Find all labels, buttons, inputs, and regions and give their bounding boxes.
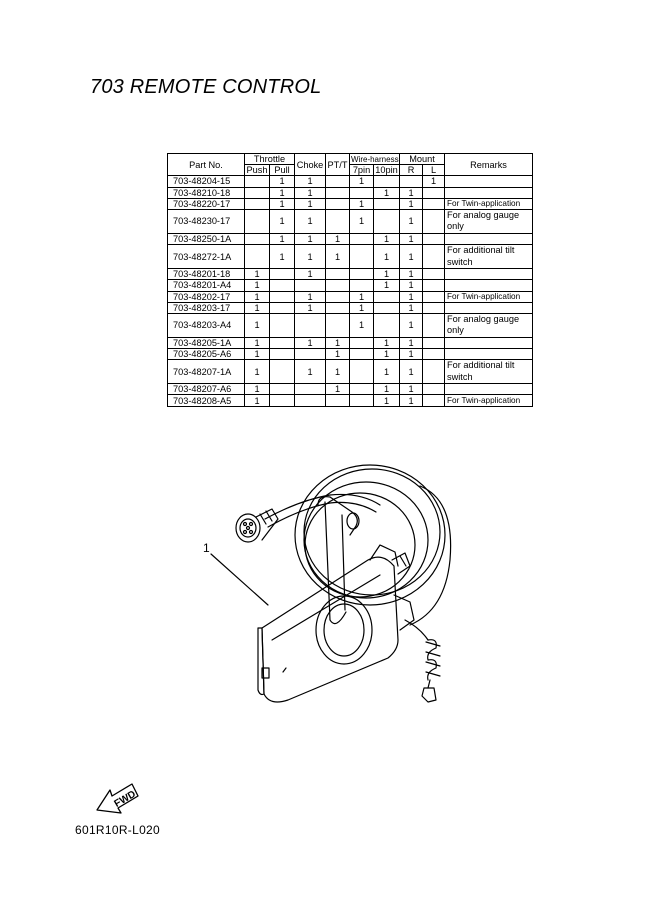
cell-r: 1	[400, 360, 423, 384]
col-part-no: Part No.	[168, 154, 245, 176]
cell-choke: 1	[295, 176, 326, 187]
cell-r: 1	[400, 291, 423, 302]
remarks-cell: For additional tilt switch	[445, 245, 533, 269]
cell-r: 1	[400, 269, 423, 280]
col-pull: Pull	[270, 165, 295, 176]
col-10pin: 10pin	[375, 165, 398, 176]
col-r: R	[400, 165, 423, 176]
cell-r: 1	[400, 337, 423, 348]
part-number-cell: 703-48208-A5	[168, 395, 245, 406]
cell-push: 1	[245, 291, 270, 302]
cell-ptt: 1	[326, 233, 350, 244]
cell-r: 1	[400, 302, 423, 313]
part-number-cell: 703-48202-17	[168, 291, 245, 302]
col-7pin: 7pin	[350, 165, 374, 176]
col-wire-harness: Wire-harness	[351, 154, 399, 164]
cell-choke: 1	[295, 245, 326, 269]
cell-r: 1	[400, 198, 423, 209]
cell-push: 1	[245, 313, 270, 337]
cell-pin7: 1	[350, 209, 374, 233]
cell-pin10: 1	[374, 337, 400, 348]
col-l: L	[423, 165, 445, 176]
callout-number: 1	[203, 541, 210, 555]
remarks-cell: For analog gauge only	[445, 313, 533, 337]
cell-pin10: 1	[374, 269, 400, 280]
cell-pin7: 1	[350, 313, 374, 337]
part-number-cell: 703-48201-18	[168, 269, 245, 280]
cell-push: 1	[245, 395, 270, 406]
cell-choke: 1	[295, 337, 326, 348]
col-ptt: PT/T	[326, 154, 350, 176]
cell-r: 1	[400, 209, 423, 233]
cell-pin10: 1	[374, 384, 400, 395]
cell-pull: 1	[270, 233, 295, 244]
cell-pin7: 1	[350, 291, 374, 302]
cable-coil	[295, 465, 451, 625]
cell-r: 1	[400, 187, 423, 198]
cell-pull: 1	[270, 176, 295, 187]
part-number-cell: 703-48230-17	[168, 209, 245, 233]
cell-r: 1	[400, 313, 423, 337]
fwd-label: FWD	[112, 788, 138, 810]
part-number-cell: 703-48207-A6	[168, 384, 245, 395]
cell-push: 1	[245, 349, 270, 360]
cell-pull: 1	[270, 209, 295, 233]
cell-choke: 1	[295, 187, 326, 198]
cell-r: 1	[400, 280, 423, 291]
cell-choke: 1	[295, 360, 326, 384]
cell-push: 1	[245, 360, 270, 384]
cell-pin7: 1	[350, 302, 374, 313]
cell-ptt: 1	[326, 245, 350, 269]
col-mount: Mount	[400, 154, 445, 165]
cell-pin7: 1	[350, 198, 374, 209]
col-push: Push	[245, 165, 270, 176]
cell-r: 1	[400, 245, 423, 269]
remarks-cell: For Twin-application	[445, 198, 533, 209]
cell-pin10: 1	[374, 360, 400, 384]
remarks-cell: For analog gauge only	[445, 209, 533, 233]
callout-leader	[211, 554, 268, 605]
part-number-cell: 703-48207-1A	[168, 360, 245, 384]
cell-pull: 1	[270, 187, 295, 198]
stop-lanyard	[405, 620, 440, 702]
part-number-cell: 703-48203-A4	[168, 313, 245, 337]
col-remarks: Remarks	[445, 154, 533, 176]
cell-pin7: 1	[350, 176, 374, 187]
part-number-cell: 703-48272-1A	[168, 245, 245, 269]
part-number-cell: 703-48203-17	[168, 302, 245, 313]
cell-ptt: 1	[326, 349, 350, 360]
cell-choke: 1	[295, 302, 326, 313]
part-number-cell: 703-48201-A4	[168, 280, 245, 291]
page-title: 703 REMOTE CONTROL	[90, 76, 322, 98]
footer-code: 601R10R-L020	[75, 823, 160, 837]
remarks-cell: For Twin-application	[445, 395, 533, 406]
cell-push: 1	[245, 280, 270, 291]
cell-pull: 1	[270, 198, 295, 209]
part-number-cell: 703-48204-15	[168, 176, 245, 187]
cell-push: 1	[245, 384, 270, 395]
cell-push: 1	[245, 269, 270, 280]
remarks-cell: For additional tilt switch	[445, 360, 533, 384]
cell-pull: 1	[270, 245, 295, 269]
cell-pin10: 1	[374, 349, 400, 360]
cell-r: 1	[400, 233, 423, 244]
cell-r: 1	[400, 395, 423, 406]
col-throttle: Throttle	[245, 154, 295, 165]
cell-choke: 1	[295, 233, 326, 244]
cell-r: 1	[400, 349, 423, 360]
cell-push: 1	[245, 302, 270, 313]
part-number-cell: 703-48210-18	[168, 187, 245, 198]
cell-ptt: 1	[326, 360, 350, 384]
cell-l: 1	[423, 176, 445, 187]
part-number-cell: 703-48250-1A	[168, 233, 245, 244]
part-number-cell: 703-48220-17	[168, 198, 245, 209]
cell-pin10: 1	[374, 245, 400, 269]
cell-pin10: 1	[374, 280, 400, 291]
cell-pin10: 1	[374, 187, 400, 198]
cell-choke: 1	[295, 291, 326, 302]
cell-pin10: 1	[374, 233, 400, 244]
remarks-cell: For Twin-application	[445, 291, 533, 302]
cell-r: 1	[400, 384, 423, 395]
cell-pin10: 1	[374, 395, 400, 406]
cell-ptt: 1	[326, 337, 350, 348]
cell-choke: 1	[295, 269, 326, 280]
cell-ptt: 1	[326, 384, 350, 395]
cell-choke: 1	[295, 198, 326, 209]
col-choke: Choke	[295, 154, 326, 176]
part-number-cell: 703-48205-A6	[168, 349, 245, 360]
cell-push: 1	[245, 337, 270, 348]
cell-choke: 1	[295, 209, 326, 233]
part-number-cell: 703-48205-1A	[168, 337, 245, 348]
